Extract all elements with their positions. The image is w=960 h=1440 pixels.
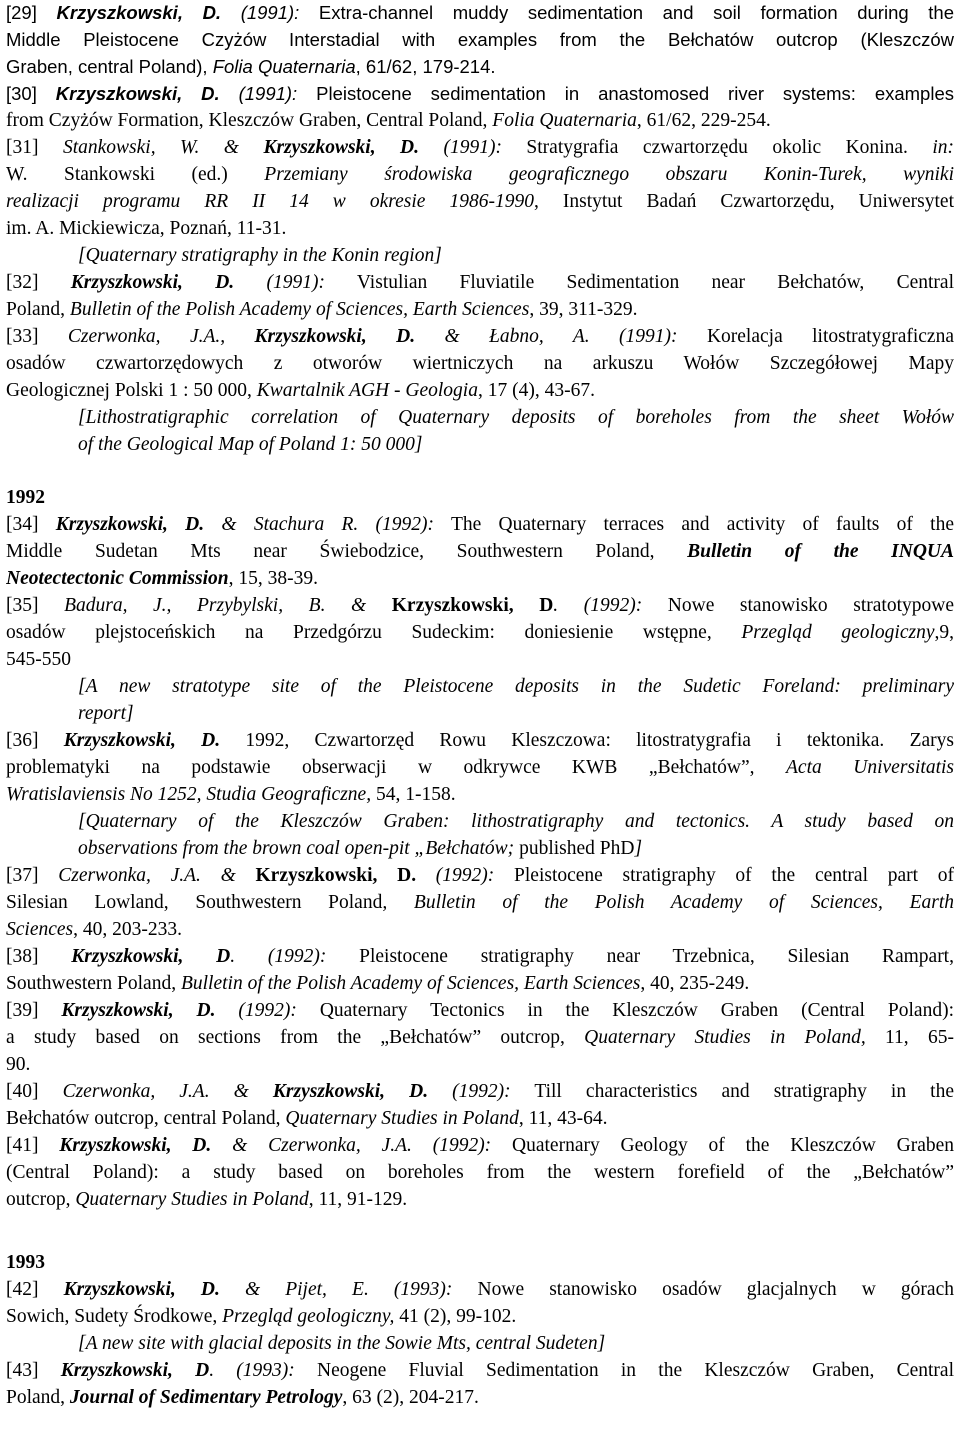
ref-39-line-1: [39] Krzyszkowski, D. (1992): Quaternary Tectonics in the Kleszczów Graben (Central Poland): bbox=[6, 1000, 954, 1021]
ref-29-line-2: Middle Pleistocene Czyżów Interstadial with examples from the Bełchatów outcrop (Kleszczów bbox=[6, 29, 954, 50]
ref-36-line-2: problematyki na podstawie obserwacji w odkrywce KWB „Bełchatów”, Acta Universitatis bbox=[6, 757, 954, 778]
ref-42-line-1: [42] Krzyszkowski, D. & Pijet, E. (1993): Nowe stanowisko osadów glacjalnych w górach bbox=[6, 1279, 954, 1300]
ref-29-line-3: Graben, central Poland), Folia Quaternaria, 61/62, 179-214. bbox=[6, 56, 496, 77]
ref-32-line-1: [32] Krzyszkowski, D. (1991): Vistulian Fluviatile Sedimentation near Bełchatów, Central bbox=[6, 272, 954, 293]
ref-38-line-1: [38] Krzyszkowski, D. (1992): Pleistocene stratigraphy near Trzebnica, Silesian Rampart, bbox=[6, 946, 954, 967]
ref-42-line-2: Sowich, Sudety Środkowe, Przegląd geologiczny, 41 (2), 99-102. bbox=[6, 1306, 517, 1327]
ref-33-line-1: [33] Czerwonka, J.A., Krzyszkowski, D. & Łabno, A. (1991): Korelacja litostratygraficzna bbox=[6, 326, 954, 347]
ref-40-line-1: [40] Czerwonka, J.A. & Krzyszkowski, D. (1992): Till characteristics and stratigraphy in the bbox=[6, 1081, 954, 1102]
ref-43-line-1: [43] Krzyszkowski, D. (1993): Neogene Fluvial Sedimentation in the Kleszczów Graben, Central bbox=[6, 1360, 954, 1381]
ref-31-line-4: im. A. Mickiewicza, Poznań, 11-31. bbox=[6, 218, 287, 239]
ref-36-line-1: [36] Krzyszkowski, D. 1992, Czwartorzęd Rowu Kleszczowa: litostratygrafia i tektonika. Zarys bbox=[6, 730, 954, 751]
ref-38-line-2: Southwestern Poland, Bulletin of the Polish Academy of Sciences, Earth Sciences, 40, 235-249. bbox=[6, 973, 750, 994]
ref-32-line-2: Poland, Bulletin of the Polish Academy of Sciences, Earth Sciences, 39, 311-329. bbox=[6, 299, 638, 320]
ref-31-translation: [Quaternary stratigraphy in the Konin region] bbox=[78, 245, 442, 266]
ref-43-line-2: Poland, Journal of Sedimentary Petrology, 63 (2), 204-217. bbox=[6, 1387, 479, 1408]
ref-36-translation-2: observations from the brown coal open-pit „Bełchatów; published PhD] bbox=[78, 838, 643, 859]
ref-37-line-1: [37] Czerwonka, J.A. & Krzyszkowski, D. (1992): Pleistocene stratigraphy of the central part of bbox=[6, 865, 954, 886]
year-heading-1993: 1993 bbox=[6, 1252, 45, 1273]
ref-37-line-3: Sciences, 40, 203-233. bbox=[6, 919, 183, 940]
ref-33-line-2: osadów czwartorzędowych z otworów wiertniczych na arkuszu Wołów Szczegółowej Mapy bbox=[6, 353, 954, 374]
ref-39-line-2: a study based on sections from the „Bełchatów” outcrop, Quaternary Studies in Poland, 11, 65- bbox=[6, 1027, 954, 1048]
ref-33-line-3: Geologicznej Polski 1 : 50 000, Kwartalnik AGH - Geologia, 17 (4), 43-67. bbox=[6, 380, 595, 401]
ref-39-line-3: 90. bbox=[6, 1054, 31, 1075]
ref-36-line-3: Wratislaviensis No 1252, Studia Geograficzne, 54, 1-158. bbox=[6, 784, 456, 805]
ref-35-translation-1: [A new stratotype site of the Pleistocene deposits in the Sudetic Foreland: preliminary bbox=[78, 676, 954, 697]
ref-35-translation-2: report] bbox=[78, 703, 134, 724]
ref-34-line-1: [34] Krzyszkowski, D. & Stachura R. (1992): The Quaternary terraces and activity of faults of the bbox=[6, 514, 954, 535]
ref-31-line-1: [31] Stankowski, W. & Krzyszkowski, D. (1991): Stratygrafia czwartorzędu okolic Konina. in: bbox=[6, 137, 954, 158]
ref-35-line-2: osadów plejstoceńskich na Przedgórzu Sudeckim: doniesienie wstępne, Przegląd geologiczny,9, bbox=[6, 622, 954, 643]
ref-31-line-3: realizacji programu RR II 14 w okresie 1986-1990, Instytut Badań Czwartorzędu, Uniwersytet bbox=[6, 191, 954, 212]
ref-29-line-1: [29] Krzyszkowski, D. (1991): Extra-channel muddy sedimentation and soil formation during the bbox=[6, 2, 954, 23]
ref-31-line-2: W. Stankowski (ed.) Przemiany środowiska geograficznego obszaru Konin-Turek, wyniki bbox=[6, 164, 954, 185]
year-heading-1992: 1992 bbox=[6, 487, 45, 508]
ref-34-line-2: Middle Sudetan Mts near Świebodzice, Southwestern Poland, Bulletin of the INQUA bbox=[6, 541, 954, 562]
ref-30-line-1: [30] Krzyszkowski, D. (1991): Pleistocene sedimentation in anastomosed river systems: examples bbox=[6, 83, 954, 104]
ref-35-line-3: 545-550 bbox=[6, 649, 71, 670]
ref-42-translation: [A new site with glacial deposits in the Sowie Mts, central Sudeten] bbox=[78, 1333, 606, 1354]
ref-36-translation-1: [Quaternary of the Kleszczów Graben: lithostratigraphy and tectonics. A study based on bbox=[78, 811, 954, 832]
ref-41-line-1: [41] Krzyszkowski, D. & Czerwonka, J.A. (1992): Quaternary Geology of the Kleszczów Graben bbox=[6, 1135, 954, 1156]
ref-33-translation-2: of the Geological Map of Poland 1: 50 000] bbox=[78, 434, 423, 455]
ref-33-translation-1: [Lithostratigraphic correlation of Quaternary deposits of boreholes from the sheet Wołów bbox=[78, 407, 954, 428]
ref-34-line-3: Neotectectonic Commission, 15, 38-39. bbox=[6, 568, 318, 589]
ref-37-line-2: Silesian Lowland, Southwestern Poland, Bulletin of the Polish Academy of Sciences, Earth bbox=[6, 892, 954, 913]
ref-40-line-2: Bełchatów outcrop, central Poland, Quaternary Studies in Poland, 11, 43-64. bbox=[6, 1108, 608, 1129]
ref-35-line-1: [35] Badura, J., Przybylski, B. & Krzyszkowski, D. (1992): Nowe stanowisko stratotypowe bbox=[6, 595, 954, 616]
ref-41-line-2: (Central Poland): a study based on boreholes from the western forefield of the „Bełchatów” bbox=[6, 1162, 954, 1183]
ref-41-line-3: outcrop, Quaternary Studies in Poland, 11, 91-129. bbox=[6, 1189, 408, 1210]
ref-30-line-2: from Czyżów Formation, Kleszczów Graben, Central Poland, Folia Quaternaria, 61/62, 229-254. bbox=[6, 110, 771, 131]
